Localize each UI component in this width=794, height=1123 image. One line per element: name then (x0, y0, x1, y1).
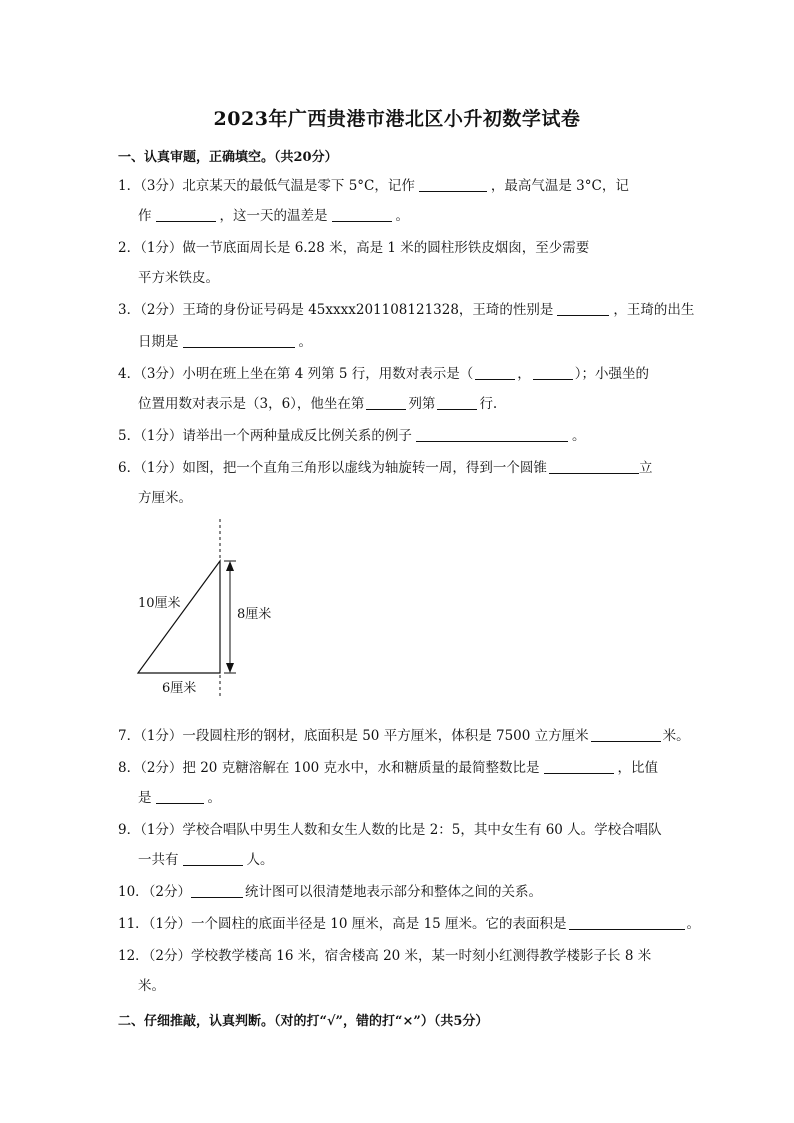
question-6-line-2: 方厘米。 (138, 490, 192, 506)
answer-blank[interactable] (569, 915, 685, 930)
answer-blank[interactable] (156, 207, 216, 222)
answer-blank[interactable] (533, 365, 573, 380)
question-12-line-2: 米。 (138, 978, 165, 994)
question-10-line: 10．（2分） 统计图可以很清楚地表示部分和整体之间的关系。 (118, 884, 543, 900)
triangle-figure (120, 515, 300, 705)
hypotenuse-label: 10厘米 (138, 596, 181, 611)
height-label: 8厘米 (237, 607, 272, 622)
question-1-line-1: 1．（3分）北京某天的最低气温是零下 5°C，记作 ，最高气温是 3°C，记 (118, 178, 629, 194)
question-7-line: 7．（1分）一段圆柱形的钢材，底面积是 50 平方厘米，体积是 7500 立方厘米 米。 (118, 728, 690, 744)
answer-blank[interactable] (419, 177, 487, 192)
question-2-line-2: 平方米铁皮。 (138, 270, 219, 286)
question-9-line-2: 一共有 人。 (138, 852, 274, 868)
question-4-line-1: 4．（3分）小明在班上坐在第 4 列第 5 行，用数对表示是（ ， ）；小强坐的 (118, 366, 650, 382)
section-2-heading: 二、仔细推敲，认真判断。（对的打“√”，错的打“×”）（共5分） (118, 1014, 489, 1029)
answer-blank[interactable] (416, 427, 568, 442)
question-9-line-1: 9．（1分）学校合唱队中男生人数和女生人数的比是 2：5，其中女生有 60 人。学校合唱队 (118, 822, 662, 838)
right-triangle (138, 561, 220, 673)
question-11-line: 11．（1分）一个圆柱的底面半径是 10 厘米，高是 15 厘米。它的表面积是 。 (118, 916, 701, 932)
answer-blank[interactable] (437, 395, 477, 410)
exam-title: 2023年广西贵港市港北区小升初数学试卷 (213, 108, 581, 130)
question-4-line-2: 位置用数对表示是（3，6），他坐在第 列第 行. (138, 396, 498, 412)
answer-blank[interactable] (183, 333, 295, 348)
question-8-line-1: 8．（2分）把 20 克糖溶解在 100 克水中，水和糖质量的最简整数比是 ，比值 (118, 760, 659, 776)
answer-blank[interactable] (591, 727, 661, 742)
answer-blank[interactable] (557, 301, 609, 316)
question-3-line-2: 日期是 。 (138, 334, 312, 350)
question-12-line-1: 12．（2分）学校教学楼高 16 米，宿舍楼高 20 米，某一时刻小红测得教学楼影子长 8 米 (118, 948, 652, 964)
arrow-down-icon (226, 663, 234, 673)
question-1-line-2: 作 ，这一天的温差是 。 (138, 208, 409, 224)
answer-blank[interactable] (191, 883, 243, 898)
answer-blank[interactable] (156, 789, 204, 804)
answer-blank[interactable] (332, 207, 392, 222)
answer-blank[interactable] (366, 395, 406, 410)
base-label: 6厘米 (162, 681, 197, 696)
answer-blank[interactable] (183, 851, 243, 866)
question-3-line-1: 3．（2分）王琦的身份证号码是 45xxxx201108121328，王琦的性别是 ，王琦的出生 (118, 302, 695, 318)
question-8-line-2: 是 。 (138, 790, 221, 806)
question-5-line: 5．（1分）请举出一个两种量成反比例关系的例子 。 (118, 428, 586, 444)
answer-blank[interactable] (544, 759, 614, 774)
question-2-line-1: 2．（1分）做一节底面周长是 6.28 米，高是 1 米的圆柱形铁皮烟囱，至少需要 (118, 240, 590, 256)
answer-blank[interactable] (475, 365, 515, 380)
section-1-heading: 一、认真审题，正确填空。（共20分） (118, 150, 338, 165)
arrow-up-icon (226, 561, 234, 571)
answer-blank[interactable] (549, 459, 639, 474)
question-6-line-1: 6．（1分）如图，把一个直角三角形以虚线为轴旋转一周，得到一个圆锥 立 (118, 460, 653, 476)
